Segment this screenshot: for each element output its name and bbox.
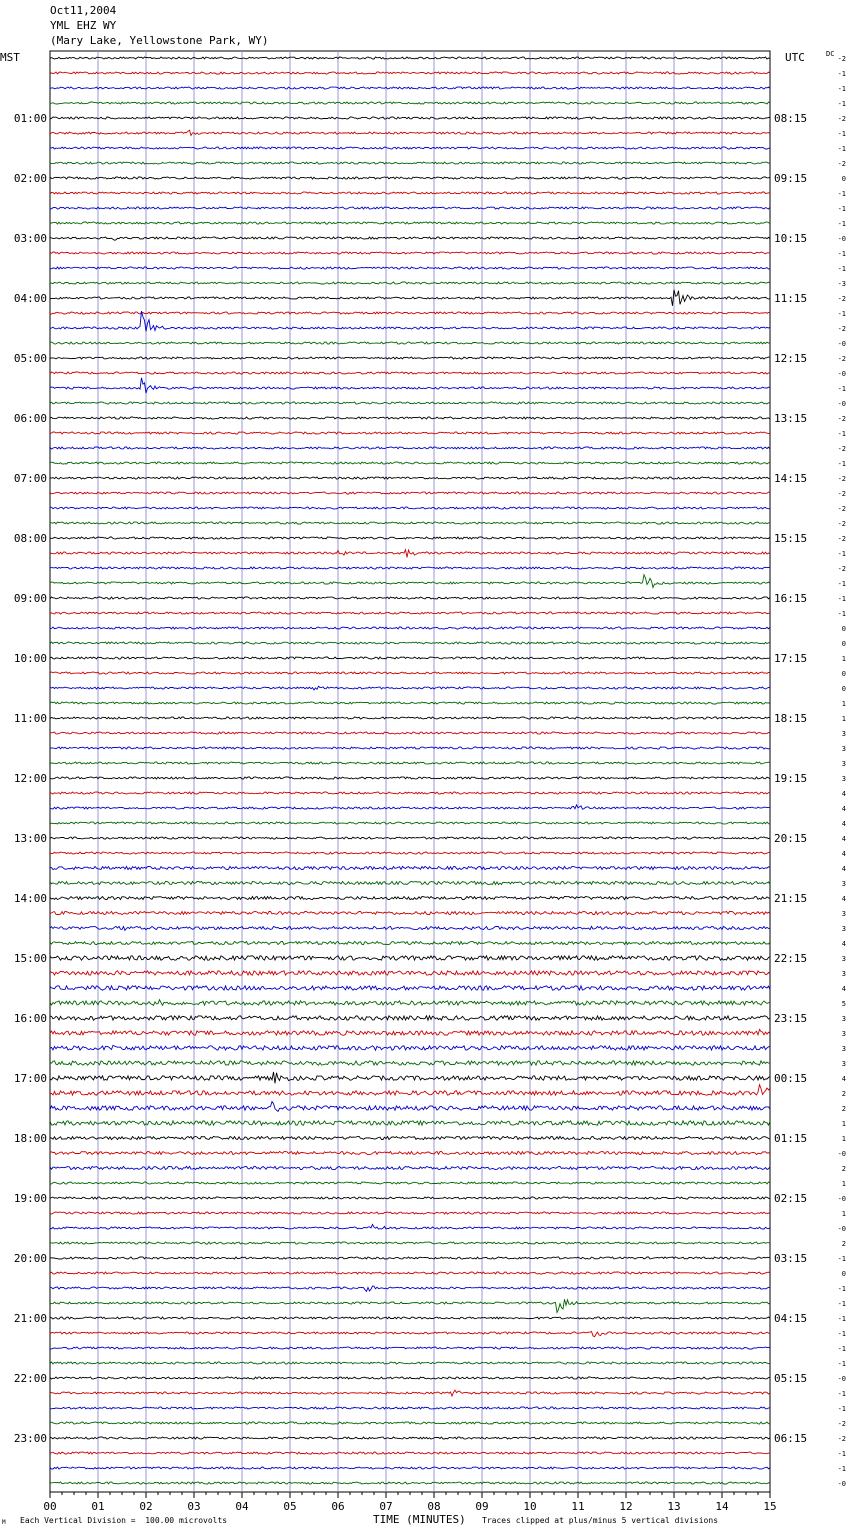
trace-line: [50, 57, 770, 59]
trace-line: [50, 312, 770, 314]
trace-line: [50, 492, 770, 494]
trace-line: [50, 1212, 770, 1214]
dc-offset-label: -1: [837, 145, 846, 153]
right-hour-label: 12:15: [774, 352, 808, 365]
right-hour-label: 18:15: [774, 712, 808, 725]
dc-offset-label: -0: [837, 235, 846, 243]
left-hour-label: 12:00: [13, 772, 47, 785]
trace-line: [50, 462, 770, 464]
plot-frame: [50, 51, 770, 1492]
right-hour-label: 20:15: [774, 832, 808, 845]
trace-line: [50, 837, 770, 839]
trace-line: [50, 147, 770, 149]
trace-line: [50, 971, 770, 975]
trace-line: [50, 507, 770, 509]
left-hour-label: 01:00: [13, 112, 47, 125]
trace-line: [50, 612, 770, 614]
dc-offset-label: 3: [841, 730, 846, 738]
dc-offset-label: -1: [837, 70, 846, 78]
dc-offset-label: -2: [837, 535, 846, 543]
trace-line: [50, 575, 770, 588]
x-tick-label: 01: [91, 1500, 105, 1513]
dc-offset-label: -2: [837, 355, 846, 363]
dc-offset-label: 4: [841, 820, 846, 828]
left-timezone-label: MST: [0, 51, 20, 64]
trace-line: [50, 1332, 770, 1337]
dc-offset-label: -1: [837, 1405, 846, 1413]
dc-offset-label: -1: [837, 310, 846, 318]
scale-note: Each Vertical Division = 100.00 microvolts: [20, 1516, 228, 1525]
dc-offset-label: -2: [837, 115, 846, 123]
dc-offset-label: 1: [841, 655, 846, 663]
trace-line: [50, 911, 770, 914]
dc-offset-label: -1: [837, 220, 846, 228]
trace-line: [50, 1072, 770, 1083]
trace-line: [50, 941, 770, 944]
dc-offset-label: 2: [841, 1165, 846, 1173]
dc-offset-label: -3: [837, 280, 846, 288]
trace-line: [50, 672, 770, 674]
dc-offset-label: -1: [837, 1345, 846, 1353]
trace-line: [50, 702, 770, 704]
trace-line: [50, 1102, 770, 1112]
dc-offset-label: -1: [837, 1285, 846, 1293]
dc-offset-label: -1: [837, 385, 846, 393]
left-hour-label: 18:00: [13, 1132, 47, 1145]
left-hour-label: 23:00: [13, 1432, 47, 1445]
trace-line: [50, 192, 770, 194]
location-label: (Mary Lake, Yellowstone Park, WY): [50, 34, 269, 47]
x-tick-label: 11: [571, 1500, 585, 1513]
trace-line: [50, 102, 770, 104]
trace-line: [50, 130, 770, 135]
dc-offset-label: -1: [837, 595, 846, 603]
dc-offset-label: 5: [841, 1000, 846, 1008]
trace-line: [50, 1000, 770, 1006]
dc-offset-label: 3: [841, 955, 846, 963]
dc-offset-label: 0: [841, 175, 846, 183]
x-tick-label: 07: [379, 1500, 393, 1513]
trace-line: [50, 1362, 770, 1364]
dc-offset-label: 4: [841, 835, 846, 843]
dc-offset-label: -1: [837, 1255, 846, 1263]
dc-offset-label: -1: [837, 85, 846, 93]
trace-line: [50, 372, 770, 374]
trace-line: [50, 881, 770, 884]
trace-line: [50, 762, 770, 764]
x-tick-label: 00: [43, 1500, 57, 1513]
trace-line: [50, 1182, 770, 1184]
left-hour-label: 05:00: [13, 352, 47, 365]
trace-line: [50, 72, 770, 74]
x-tick-label: 09: [475, 1500, 489, 1513]
right-hour-label: 17:15: [774, 652, 808, 665]
left-hour-label: 22:00: [13, 1372, 47, 1385]
left-hour-label: 11:00: [13, 712, 47, 725]
trace-line: [50, 747, 770, 749]
dc-offset-label: 3: [841, 745, 846, 753]
trace-line: [50, 537, 770, 539]
dc-offset-label: 1: [841, 715, 846, 723]
trace-line: [50, 852, 770, 854]
dc-offset-label: 2: [841, 1090, 846, 1098]
dc-offset-label: 0: [841, 685, 846, 693]
trace-line: [50, 657, 770, 659]
left-hour-label: 16:00: [13, 1012, 47, 1025]
dc-offset-label: 3: [841, 970, 846, 978]
dc-offset-label: 1: [841, 1120, 846, 1128]
dc-offset-label: -0: [837, 1225, 846, 1233]
trace-line: [50, 1347, 770, 1349]
dc-offset-label: 0: [841, 640, 846, 648]
date-label: Oct11,2004: [50, 4, 117, 17]
trace-line: [50, 805, 770, 809]
trace-line: [50, 117, 770, 119]
trace-line: [50, 926, 770, 930]
dc-offset-label: -2: [837, 55, 846, 63]
dc-offset-label: -0: [837, 340, 846, 348]
trace-line: [50, 1299, 770, 1312]
trace-line: [50, 642, 770, 644]
dc-offset-label: 4: [841, 790, 846, 798]
right-hour-label: 05:15: [774, 1372, 808, 1385]
right-hour-label: 11:15: [774, 292, 808, 305]
trace-line: [50, 1272, 770, 1274]
left-hour-label: 08:00: [13, 532, 47, 545]
dc-offset-label: -1: [837, 190, 846, 198]
right-hour-label: 03:15: [774, 1252, 808, 1265]
trace-line: [50, 597, 770, 599]
trace-line: [50, 1085, 770, 1096]
right-hour-label: 16:15: [774, 592, 808, 605]
left-hour-label: 04:00: [13, 292, 47, 305]
dc-offset-label: 4: [841, 1075, 846, 1083]
dc-offset-label: 4: [841, 985, 846, 993]
station-label: YML EHZ WY: [50, 19, 117, 32]
dc-offset-label: -1: [837, 460, 846, 468]
trace-line: [50, 207, 770, 209]
dc-offset-label: -2: [837, 520, 846, 528]
right-hour-label: 06:15: [774, 1432, 808, 1445]
trace-line: [50, 1482, 770, 1484]
right-timezone-label: UTC: [785, 51, 805, 64]
dc-offset-label: -1: [837, 430, 846, 438]
trace-line: [50, 550, 770, 558]
x-axis-title: TIME (MINUTES): [373, 1513, 466, 1526]
trace-line: [50, 717, 770, 719]
dc-offset-label: -2: [837, 490, 846, 498]
trace-line: [50, 1136, 770, 1139]
trace-line: [50, 1257, 770, 1259]
dc-offset-label: 1: [841, 1180, 846, 1188]
dc-offset-label: 4: [841, 895, 846, 903]
x-tick-label: 13: [667, 1500, 681, 1513]
dc-offset-label: 4: [841, 865, 846, 873]
dc-offset-label: -1: [837, 1300, 846, 1308]
trace-line: [50, 627, 770, 629]
dc-offset-header: DC: [826, 50, 835, 58]
trace-line: [50, 290, 770, 306]
x-tick-label: 10: [523, 1500, 537, 1513]
trace-line: [50, 267, 770, 269]
dc-offset-label: -0: [837, 1480, 846, 1488]
trace-line: [50, 1016, 770, 1020]
trace-line: [50, 177, 770, 179]
x-tick-label: 03: [187, 1500, 201, 1513]
dc-offset-label: 3: [841, 1030, 846, 1038]
dc-offset-label: 3: [841, 760, 846, 768]
trace-line: [50, 162, 770, 164]
dc-offset-label: -0: [837, 370, 846, 378]
dc-offset-label: -1: [837, 1390, 846, 1398]
dc-offset-label: -1: [837, 1330, 846, 1338]
dc-offset-label: -0: [837, 1150, 846, 1158]
dc-offset-label: -1: [837, 250, 846, 258]
dc-offset-label: -1: [837, 1315, 846, 1323]
clip-note: Traces clipped at plus/minus 5 vertical divisions: [482, 1516, 719, 1525]
dc-offset-label: 4: [841, 805, 846, 813]
trace-line: [50, 1151, 770, 1154]
left-hour-label: 17:00: [13, 1072, 47, 1085]
trace-line: [50, 1286, 770, 1291]
dc-offset-label: 3: [841, 925, 846, 933]
dc-offset-label: -2: [837, 1420, 846, 1428]
trace-line: [50, 237, 770, 240]
dc-offset-label: -2: [837, 160, 846, 168]
right-hour-label: 19:15: [774, 772, 808, 785]
right-hour-label: 10:15: [774, 232, 808, 245]
trace-line: [50, 1407, 770, 1409]
dc-offset-label: 3: [841, 880, 846, 888]
right-hour-label: 02:15: [774, 1192, 808, 1205]
left-hour-label: 06:00: [13, 412, 47, 425]
x-tick-label: 08: [427, 1500, 441, 1513]
dc-offset-label: 1: [841, 1135, 846, 1143]
right-hour-label: 21:15: [774, 892, 808, 905]
trace-line: [50, 417, 770, 419]
trace-line: [50, 866, 770, 869]
trace-line: [50, 87, 770, 89]
dc-offset-label: 0: [841, 670, 846, 678]
dc-offset-label: 2: [841, 1105, 846, 1113]
dc-offset-label: -2: [837, 565, 846, 573]
trace-line: [50, 357, 770, 359]
x-tick-label: 06: [331, 1500, 345, 1513]
trace-line: [50, 522, 770, 524]
dc-offset-label: 3: [841, 1060, 846, 1068]
dc-offset-label: -1: [837, 610, 846, 618]
dc-offset-label: -0: [837, 1195, 846, 1203]
right-hour-label: 15:15: [774, 532, 808, 545]
right-hour-label: 00:15: [774, 1072, 808, 1085]
trace-line: [50, 1422, 770, 1424]
dc-offset-label: -2: [837, 1435, 846, 1443]
dc-offset-label: -1: [837, 550, 846, 558]
trace-line: [50, 792, 770, 794]
left-hour-label: 02:00: [13, 172, 47, 185]
dc-offset-label: -1: [837, 130, 846, 138]
dc-offset-label: 0: [841, 1270, 846, 1278]
trace-line: [50, 1166, 770, 1169]
trace-line: [50, 896, 770, 899]
x-tick-label: 02: [139, 1500, 153, 1513]
left-hour-label: 09:00: [13, 592, 47, 605]
dc-offset-label: 1: [841, 1210, 846, 1218]
trace-line: [50, 1452, 770, 1454]
trace-line: [50, 432, 770, 434]
trace-line: [50, 1224, 770, 1229]
dc-offset-label: -2: [837, 295, 846, 303]
dc-offset-label: 3: [841, 1045, 846, 1053]
right-hour-label: 01:15: [774, 1132, 808, 1145]
left-hour-label: 03:00: [13, 232, 47, 245]
trace-line: [50, 1121, 770, 1125]
dc-offset-label: -1: [837, 1450, 846, 1458]
trace-line: [50, 447, 770, 449]
left-hour-label: 14:00: [13, 892, 47, 905]
left-hour-label: 07:00: [13, 472, 47, 485]
trace-line: [50, 956, 770, 960]
trace-line: [50, 1467, 770, 1469]
dc-offset-label: 1: [841, 700, 846, 708]
dc-offset-label: -1: [837, 1465, 846, 1473]
trace-line: [50, 477, 770, 479]
dc-offset-label: 4: [841, 850, 846, 858]
dc-offset-label: -1: [837, 1360, 846, 1368]
dc-offset-label: 0: [841, 625, 846, 633]
trace-line: [50, 567, 770, 569]
x-tick-label: 04: [235, 1500, 249, 1513]
trace-line: [50, 222, 770, 224]
trace-line: [50, 1377, 770, 1379]
trace-line: [50, 822, 770, 824]
x-tick-label: 12: [619, 1500, 633, 1513]
right-hour-label: 04:15: [774, 1312, 808, 1325]
dc-offset-label: 3: [841, 1015, 846, 1023]
trace-line: [50, 342, 770, 344]
dc-offset-label: -2: [837, 475, 846, 483]
left-hour-label: 21:00: [13, 1312, 47, 1325]
trace-line: [50, 1317, 770, 1319]
trace-line: [50, 986, 770, 990]
dc-offset-label: -1: [837, 580, 846, 588]
trace-line: [50, 402, 770, 404]
trace-line: [50, 686, 770, 690]
trace-line: [50, 252, 770, 254]
dc-offset-label: 3: [841, 775, 846, 783]
right-hour-label: 09:15: [774, 172, 808, 185]
trace-line: [50, 1045, 770, 1050]
trace-line: [50, 1061, 770, 1065]
right-hour-label: 14:15: [774, 472, 808, 485]
right-hour-label: 22:15: [774, 952, 808, 965]
left-hour-label: 15:00: [13, 952, 47, 965]
dc-offset-label: -1: [837, 265, 846, 273]
dc-offset-label: 2: [841, 1240, 846, 1248]
dc-offset-label: -2: [837, 505, 846, 513]
trace-line: [50, 378, 770, 393]
right-hour-label: 08:15: [774, 112, 808, 125]
trace-line: [50, 1029, 770, 1035]
left-hour-label: 10:00: [13, 652, 47, 665]
x-tick-label: 15: [763, 1500, 777, 1513]
dc-offset-label: 4: [841, 940, 846, 948]
trace-line: [50, 282, 770, 284]
dc-offset-label: -2: [837, 325, 846, 333]
x-tick-label: 14: [715, 1500, 729, 1513]
x-tick-label: 05: [283, 1500, 297, 1513]
trace-line: [50, 1242, 770, 1244]
dc-offset-label: -2: [837, 415, 846, 423]
dc-offset-label: -2: [837, 445, 846, 453]
dc-offset-label: -1: [837, 205, 846, 213]
dc-offset-label: -0: [837, 1375, 846, 1383]
left-hour-label: 13:00: [13, 832, 47, 845]
right-hour-label: 13:15: [774, 412, 808, 425]
left-hour-label: 20:00: [13, 1252, 47, 1265]
trace-line: [50, 1390, 770, 1396]
trace-line: [50, 777, 770, 779]
corner-mark: M: [2, 1519, 6, 1526]
dc-offset-label: 3: [841, 910, 846, 918]
right-hour-label: 23:15: [774, 1012, 808, 1025]
trace-line: [50, 1197, 770, 1199]
dc-offset-label: -1: [837, 100, 846, 108]
dc-offset-label: -0: [837, 400, 846, 408]
trace-line: [50, 1437, 770, 1439]
left-hour-label: 19:00: [13, 1192, 47, 1205]
trace-line: [50, 732, 770, 734]
